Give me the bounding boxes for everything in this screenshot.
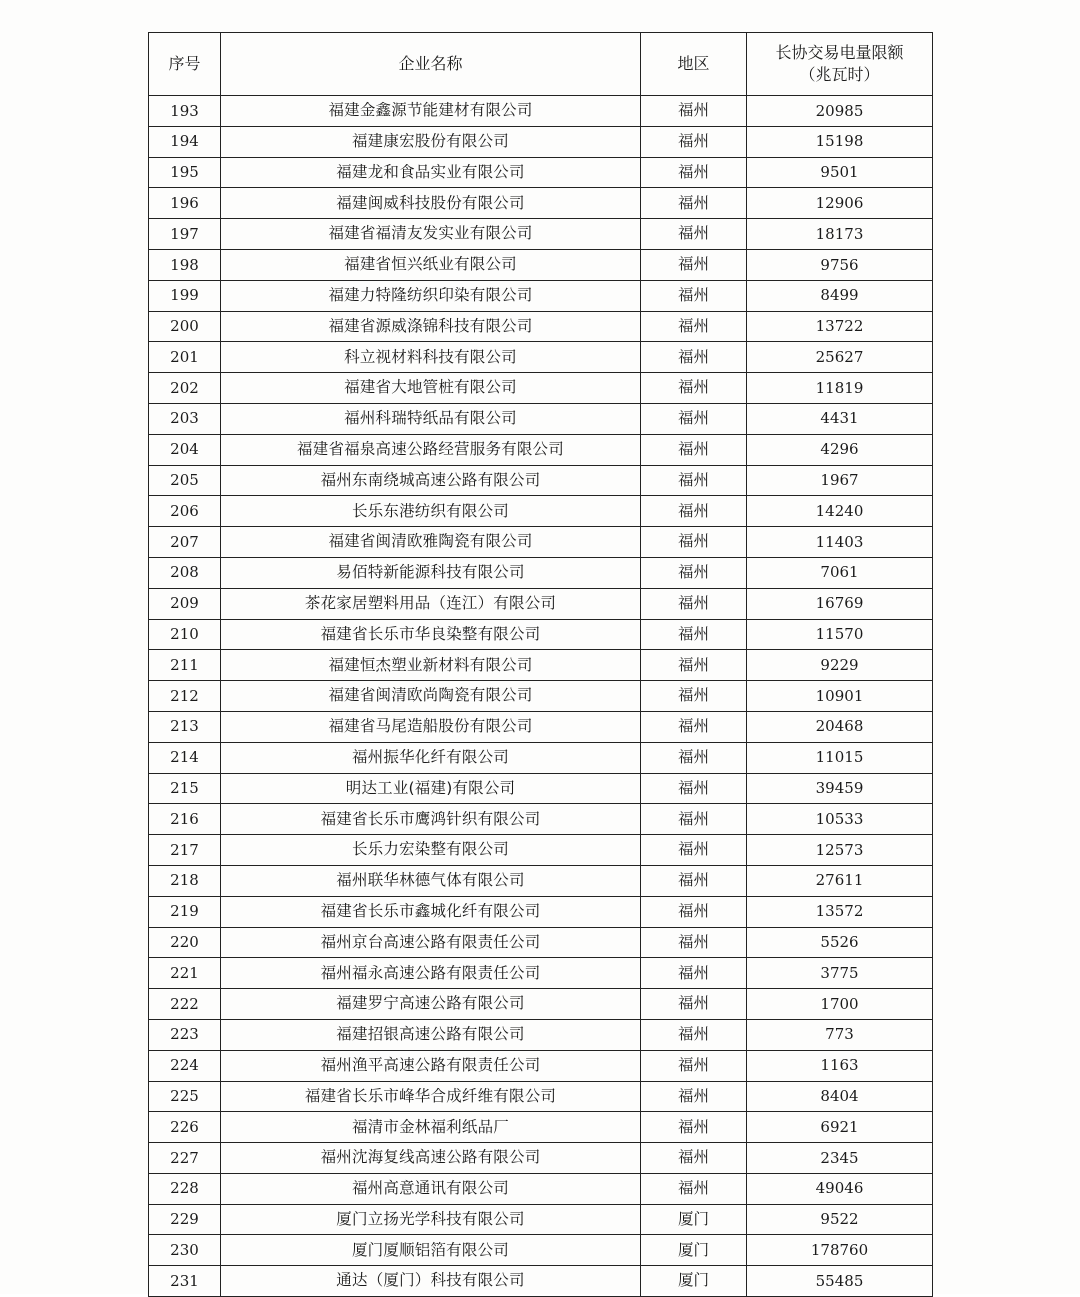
table-row — [149, 1081, 933, 1112]
table-row — [149, 219, 933, 250]
cell-index: 208 — [149, 557, 221, 588]
cell-region: 福州 — [641, 465, 747, 496]
cell-region: 福州 — [641, 496, 747, 527]
cell-enterprise-name: 福建恒杰塑业新材料有限公司 — [221, 650, 641, 681]
cell-index: 196 — [149, 188, 221, 219]
cell-index: 212 — [149, 681, 221, 712]
table-row — [149, 989, 933, 1020]
cell-enterprise-name: 福建省长乐市鑫城化纤有限公司 — [221, 896, 641, 927]
cell-enterprise-name: 福州振华化纤有限公司 — [221, 742, 641, 773]
cell-quota: 773 — [747, 1019, 933, 1050]
cell-region: 福州 — [641, 1050, 747, 1081]
cell-region: 福州 — [641, 403, 747, 434]
cell-region: 福州 — [641, 373, 747, 404]
cell-region: 厦门 — [641, 1266, 747, 1297]
cell-index: 230 — [149, 1235, 221, 1266]
table-row — [149, 835, 933, 866]
cell-enterprise-name: 福建闽威科技股份有限公司 — [221, 188, 641, 219]
cell-region: 福州 — [641, 650, 747, 681]
cell-quota: 2345 — [747, 1143, 933, 1174]
table-row — [149, 711, 933, 742]
cell-index: 210 — [149, 619, 221, 650]
table-row — [149, 280, 933, 311]
cell-index: 224 — [149, 1050, 221, 1081]
cell-region: 福州 — [641, 773, 747, 804]
table-header-row — [149, 33, 933, 96]
table-row — [149, 157, 933, 188]
column-header-index: 序号 — [149, 33, 221, 96]
cell-enterprise-name: 福建省长乐市鹰鸿针织有限公司 — [221, 804, 641, 835]
table-row — [149, 465, 933, 496]
cell-region: 福州 — [641, 989, 747, 1020]
cell-enterprise-name: 福州联华林德气体有限公司 — [221, 865, 641, 896]
cell-index: 197 — [149, 219, 221, 250]
table-row — [149, 896, 933, 927]
cell-quota: 20985 — [747, 96, 933, 127]
cell-quota: 18173 — [747, 219, 933, 250]
cell-quota: 10533 — [747, 804, 933, 835]
cell-quota: 11015 — [747, 742, 933, 773]
cell-region: 福州 — [641, 1173, 747, 1204]
table-row — [149, 1019, 933, 1050]
cell-quota: 16769 — [747, 588, 933, 619]
cell-quota: 8499 — [747, 280, 933, 311]
cell-region: 福州 — [641, 188, 747, 219]
cell-region: 福州 — [641, 126, 747, 157]
cell-region: 福州 — [641, 1112, 747, 1143]
cell-enterprise-name: 福州京台高速公路有限责任公司 — [221, 927, 641, 958]
cell-quota: 5526 — [747, 927, 933, 958]
cell-index: 207 — [149, 527, 221, 558]
cell-index: 194 — [149, 126, 221, 157]
cell-index: 227 — [149, 1143, 221, 1174]
table-row — [149, 865, 933, 896]
cell-region: 福州 — [641, 527, 747, 558]
table-row — [149, 96, 933, 127]
cell-index: 193 — [149, 96, 221, 127]
cell-quota: 27611 — [747, 865, 933, 896]
cell-index: 225 — [149, 1081, 221, 1112]
table-row — [149, 249, 933, 280]
cell-enterprise-name: 厦门立扬光学科技有限公司 — [221, 1204, 641, 1235]
cell-region: 福州 — [641, 711, 747, 742]
table-row — [149, 373, 933, 404]
table-row — [149, 434, 933, 465]
cell-enterprise-name: 长乐力宏染整有限公司 — [221, 835, 641, 866]
cell-enterprise-name: 通达（厦门）科技有限公司 — [221, 1266, 641, 1297]
cell-quota: 13722 — [747, 311, 933, 342]
cell-enterprise-name: 福建金鑫源节能建材有限公司 — [221, 96, 641, 127]
cell-index: 209 — [149, 588, 221, 619]
table-row — [149, 773, 933, 804]
cell-enterprise-name: 福建省长乐市华良染整有限公司 — [221, 619, 641, 650]
table-row — [149, 1266, 933, 1297]
table-row — [149, 1235, 933, 1266]
cell-quota: 11403 — [747, 527, 933, 558]
cell-enterprise-name: 福建省闽清欧雅陶瓷有限公司 — [221, 527, 641, 558]
enterprise-quota-table — [148, 32, 933, 1297]
table-row — [149, 342, 933, 373]
table-row — [149, 588, 933, 619]
cell-quota: 3775 — [747, 958, 933, 989]
cell-region: 福州 — [641, 1019, 747, 1050]
cell-region: 福州 — [641, 96, 747, 127]
cell-index: 222 — [149, 989, 221, 1020]
cell-enterprise-name: 厦门厦顺铝箔有限公司 — [221, 1235, 641, 1266]
table-row — [149, 927, 933, 958]
cell-region: 福州 — [641, 896, 747, 927]
table-row — [149, 126, 933, 157]
cell-enterprise-name: 福州东南绕城高速公路有限公司 — [221, 465, 641, 496]
table-row — [149, 681, 933, 712]
cell-quota: 12906 — [747, 188, 933, 219]
cell-enterprise-name: 福建力特隆纺织印染有限公司 — [221, 280, 641, 311]
cell-quota: 1967 — [747, 465, 933, 496]
cell-enterprise-name: 福建龙和食品实业有限公司 — [221, 157, 641, 188]
cell-enterprise-name: 长乐东港纺织有限公司 — [221, 496, 641, 527]
table-row — [149, 804, 933, 835]
cell-enterprise-name: 福州科瑞特纸品有限公司 — [221, 403, 641, 434]
cell-enterprise-name: 福建省大地管桩有限公司 — [221, 373, 641, 404]
cell-index: 203 — [149, 403, 221, 434]
cell-enterprise-name: 福清市金林福利纸品厂 — [221, 1112, 641, 1143]
table-row — [149, 958, 933, 989]
cell-quota: 9756 — [747, 249, 933, 280]
cell-quota: 7061 — [747, 557, 933, 588]
cell-region: 福州 — [641, 434, 747, 465]
cell-region: 福州 — [641, 1081, 747, 1112]
cell-index: 215 — [149, 773, 221, 804]
cell-quota: 1163 — [747, 1050, 933, 1081]
column-header-quota-line2: （兆瓦时） — [799, 65, 880, 84]
cell-index: 223 — [149, 1019, 221, 1050]
cell-enterprise-name: 科立视材料科技有限公司 — [221, 342, 641, 373]
column-header-name: 企业名称 — [221, 33, 641, 96]
cell-enterprise-name: 福建省马尾造船股份有限公司 — [221, 711, 641, 742]
table-row — [149, 188, 933, 219]
cell-enterprise-name: 福建罗宁高速公路有限公司 — [221, 989, 641, 1020]
table-row — [149, 650, 933, 681]
cell-index: 198 — [149, 249, 221, 280]
cell-index: 204 — [149, 434, 221, 465]
column-header-region: 地区 — [641, 33, 747, 96]
table-row — [149, 1204, 933, 1235]
cell-enterprise-name: 福建省闽清欧尚陶瓷有限公司 — [221, 681, 641, 712]
cell-index: 195 — [149, 157, 221, 188]
column-header-quota — [747, 33, 933, 96]
table-row — [149, 1143, 933, 1174]
cell-index: 229 — [149, 1204, 221, 1235]
cell-index: 218 — [149, 865, 221, 896]
cell-region: 福州 — [641, 958, 747, 989]
cell-region: 福州 — [641, 588, 747, 619]
cell-quota: 8404 — [747, 1081, 933, 1112]
table-container — [148, 32, 932, 1297]
cell-quota: 10901 — [747, 681, 933, 712]
cell-enterprise-name: 福州沈海复线高速公路有限公司 — [221, 1143, 641, 1174]
cell-quota: 4296 — [747, 434, 933, 465]
cell-enterprise-name: 易佰特新能源科技有限公司 — [221, 557, 641, 588]
cell-quota: 9501 — [747, 157, 933, 188]
cell-enterprise-name: 福州福永高速公路有限责任公司 — [221, 958, 641, 989]
cell-enterprise-name: 福建省源威涤锦科技有限公司 — [221, 311, 641, 342]
table-row — [149, 619, 933, 650]
cell-enterprise-name: 茶花家居塑料用品（连江）有限公司 — [221, 588, 641, 619]
cell-region: 福州 — [641, 157, 747, 188]
cell-index: 228 — [149, 1173, 221, 1204]
cell-index: 216 — [149, 804, 221, 835]
cell-quota: 9522 — [747, 1204, 933, 1235]
table-row — [149, 742, 933, 773]
cell-region: 福州 — [641, 219, 747, 250]
cell-quota: 11570 — [747, 619, 933, 650]
cell-region: 厦门 — [641, 1204, 747, 1235]
table-header — [149, 33, 933, 96]
cell-quota: 55485 — [747, 1266, 933, 1297]
cell-quota: 14240 — [747, 496, 933, 527]
cell-index: 201 — [149, 342, 221, 373]
cell-enterprise-name: 福建省福泉高速公路经营服务有限公司 — [221, 434, 641, 465]
cell-region: 福州 — [641, 865, 747, 896]
cell-index: 226 — [149, 1112, 221, 1143]
cell-enterprise-name: 福建康宏股份有限公司 — [221, 126, 641, 157]
cell-quota: 4431 — [747, 403, 933, 434]
table-row — [149, 1050, 933, 1081]
cell-region: 福州 — [641, 311, 747, 342]
table-row — [149, 311, 933, 342]
cell-quota: 15198 — [747, 126, 933, 157]
cell-quota: 25627 — [747, 342, 933, 373]
cell-region: 福州 — [641, 557, 747, 588]
cell-quota: 1700 — [747, 989, 933, 1020]
cell-region: 厦门 — [641, 1235, 747, 1266]
cell-enterprise-name: 福建省恒兴纸业有限公司 — [221, 249, 641, 280]
cell-index: 211 — [149, 650, 221, 681]
table-row — [149, 1173, 933, 1204]
cell-index: 217 — [149, 835, 221, 866]
cell-region: 福州 — [641, 249, 747, 280]
cell-quota: 178760 — [747, 1235, 933, 1266]
cell-index: 219 — [149, 896, 221, 927]
cell-index: 220 — [149, 927, 221, 958]
cell-region: 福州 — [641, 927, 747, 958]
cell-region: 福州 — [641, 342, 747, 373]
cell-index: 221 — [149, 958, 221, 989]
cell-quota: 12573 — [747, 835, 933, 866]
cell-index: 202 — [149, 373, 221, 404]
cell-index: 213 — [149, 711, 221, 742]
cell-index: 214 — [149, 742, 221, 773]
cell-enterprise-name: 福建省福清友发实业有限公司 — [221, 219, 641, 250]
table-body — [149, 96, 933, 1297]
cell-region: 福州 — [641, 619, 747, 650]
cell-index: 231 — [149, 1266, 221, 1297]
table-row — [149, 496, 933, 527]
cell-quota: 13572 — [747, 896, 933, 927]
table-row — [149, 1112, 933, 1143]
cell-region: 福州 — [641, 280, 747, 311]
cell-quota: 49046 — [747, 1173, 933, 1204]
cell-enterprise-name: 福建省长乐市峰华合成纤维有限公司 — [221, 1081, 641, 1112]
cell-index: 206 — [149, 496, 221, 527]
cell-quota: 6921 — [747, 1112, 933, 1143]
cell-region: 福州 — [641, 1143, 747, 1174]
cell-quota: 39459 — [747, 773, 933, 804]
table-row — [149, 527, 933, 558]
cell-enterprise-name: 福州渔平高速公路有限责任公司 — [221, 1050, 641, 1081]
cell-quota: 11819 — [747, 373, 933, 404]
cell-enterprise-name: 福建招银高速公路有限公司 — [221, 1019, 641, 1050]
cell-enterprise-name: 福州高意通讯有限公司 — [221, 1173, 641, 1204]
cell-region: 福州 — [641, 804, 747, 835]
cell-quota: 9229 — [747, 650, 933, 681]
cell-index: 205 — [149, 465, 221, 496]
cell-region: 福州 — [641, 681, 747, 712]
column-header-quota-line1: 长协交易电量限额 — [775, 43, 904, 63]
cell-index: 200 — [149, 311, 221, 342]
cell-quota: 20468 — [747, 711, 933, 742]
table-row — [149, 403, 933, 434]
cell-enterprise-name: 明达工业(福建)有限公司 — [221, 773, 641, 804]
table-row — [149, 557, 933, 588]
cell-region: 福州 — [641, 742, 747, 773]
cell-region: 福州 — [641, 835, 747, 866]
cell-index: 199 — [149, 280, 221, 311]
